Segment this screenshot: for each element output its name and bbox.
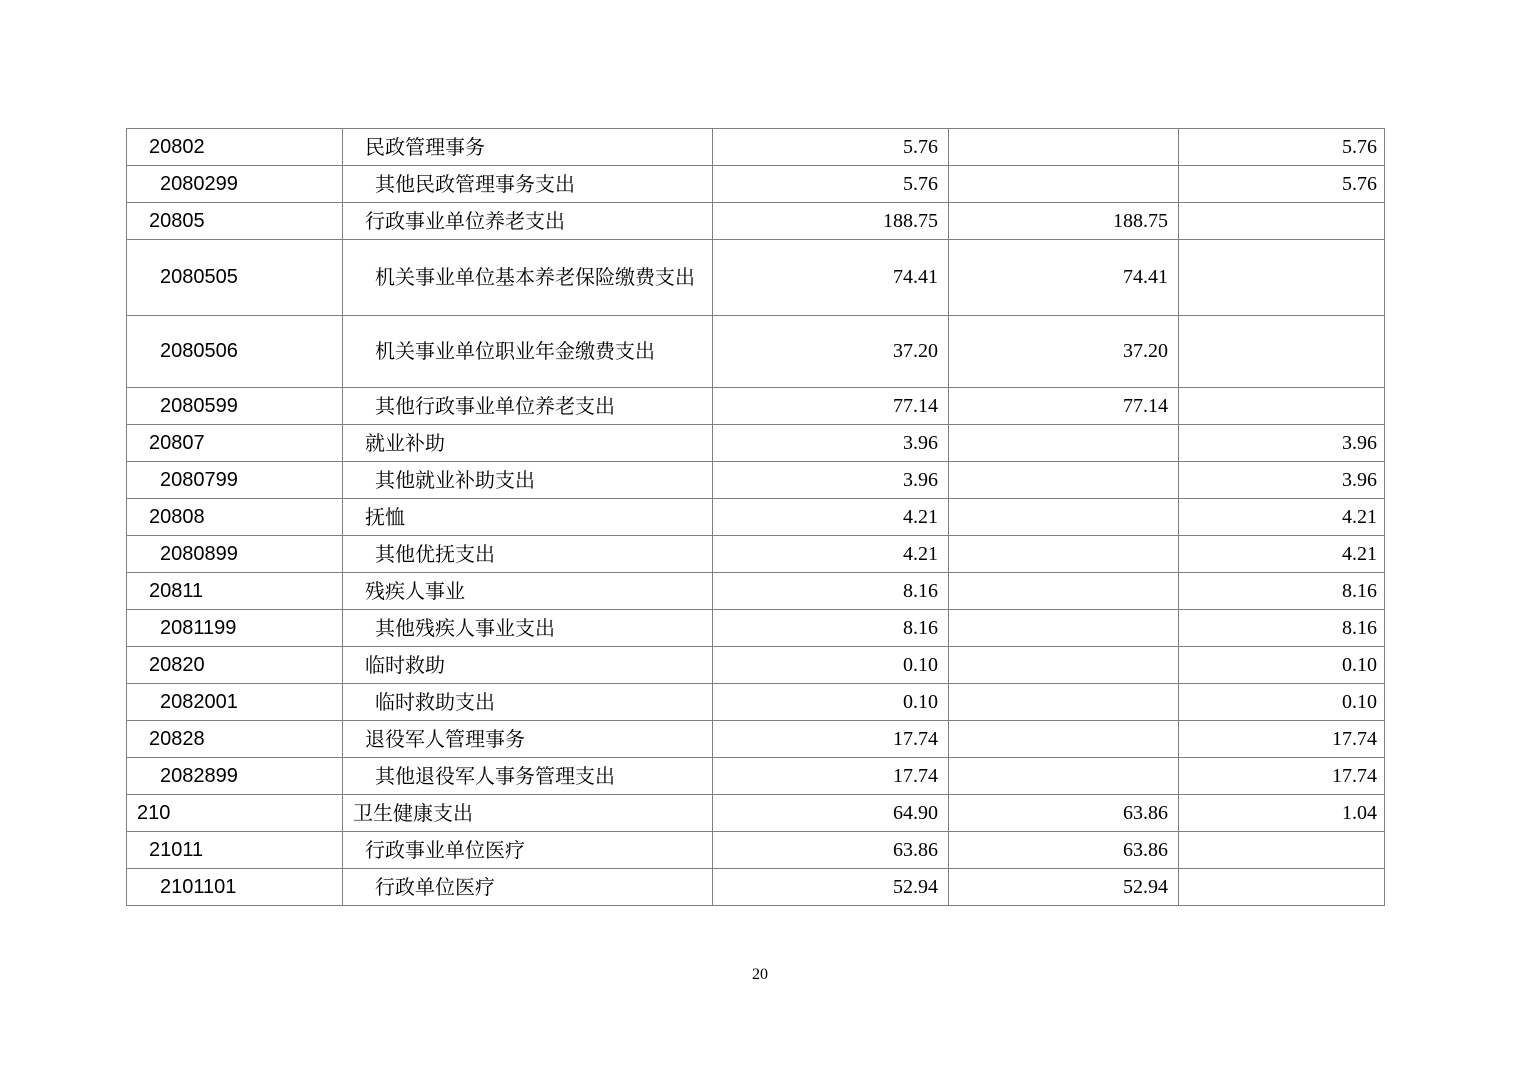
row-total: 3.96 [713,462,949,499]
row-code: 20802 [127,129,343,166]
table-row [127,795,1385,832]
table-row [127,758,1385,795]
table-row [127,499,1385,536]
row-name: 其他退役军人事务管理支出 [343,758,713,795]
row-project: 1.04 [1179,795,1385,832]
row-project: 5.76 [1179,166,1385,203]
row-basic [949,721,1179,758]
row-basic [949,758,1179,795]
row-project [1179,869,1385,906]
row-name: 机关事业单位职业年金缴费支出 [343,316,713,388]
table-row [127,166,1385,203]
row-project [1179,388,1385,425]
row-name: 其他行政事业单位养老支出 [343,388,713,425]
row-total: 0.10 [713,684,949,721]
row-name: 抚恤 [343,499,713,536]
row-code: 2080506 [127,316,343,388]
row-name: 其他优抚支出 [343,536,713,573]
page-number: 20 [752,966,768,983]
row-project: 3.96 [1179,462,1385,499]
row-basic [949,425,1179,462]
row-basic [949,129,1179,166]
row-total: 74.41 [713,240,949,316]
row-name: 退役军人管理事务 [343,721,713,758]
row-total: 5.76 [713,166,949,203]
row-name: 行政事业单位医疗 [343,832,713,869]
row-code: 20811 [127,573,343,610]
row-name: 临时救助支出 [343,684,713,721]
row-basic: 74.41 [949,240,1179,316]
row-project: 17.74 [1179,758,1385,795]
row-project: 0.10 [1179,647,1385,684]
row-total: 63.86 [713,832,949,869]
row-code: 2080899 [127,536,343,573]
row-total: 77.14 [713,388,949,425]
row-basic [949,684,1179,721]
row-project [1179,203,1385,240]
row-project: 8.16 [1179,573,1385,610]
row-total: 0.10 [713,647,949,684]
row-code: 20828 [127,721,343,758]
table-row [127,388,1385,425]
row-name: 其他民政管理事务支出 [343,166,713,203]
row-total: 37.20 [713,316,949,388]
row-code: 2080299 [127,166,343,203]
row-basic [949,499,1179,536]
row-total: 3.96 [713,425,949,462]
row-code: 20820 [127,647,343,684]
row-code: 2080799 [127,462,343,499]
row-basic: 37.20 [949,316,1179,388]
row-code: 20808 [127,499,343,536]
table-row [127,832,1385,869]
row-name: 民政管理事务 [343,129,713,166]
row-name: 卫生健康支出 [343,795,713,832]
row-basic [949,647,1179,684]
row-name: 残疾人事业 [343,573,713,610]
row-total: 64.90 [713,795,949,832]
row-basic [949,536,1179,573]
table-row [127,129,1385,166]
table-row [127,425,1385,462]
row-name: 机关事业单位基本养老保险缴费支出 [343,240,713,316]
row-project: 4.21 [1179,536,1385,573]
row-total: 17.74 [713,758,949,795]
row-total: 5.76 [713,129,949,166]
row-project: 0.10 [1179,684,1385,721]
row-code: 2101101 [127,869,343,906]
row-project: 17.74 [1179,721,1385,758]
row-total: 188.75 [713,203,949,240]
row-project: 8.16 [1179,610,1385,647]
row-name: 行政事业单位养老支出 [343,203,713,240]
row-code: 2081199 [127,610,343,647]
table-row [127,610,1385,647]
table-row [127,316,1385,388]
row-project [1179,240,1385,316]
row-total: 8.16 [713,610,949,647]
row-project: 3.96 [1179,425,1385,462]
row-code: 2080599 [127,388,343,425]
row-code: 2080505 [127,240,343,316]
table-row [127,721,1385,758]
table-row [127,869,1385,906]
row-code: 21011 [127,832,343,869]
table-row [127,203,1385,240]
row-basic [949,166,1179,203]
row-total: 8.16 [713,573,949,610]
row-project: 5.76 [1179,129,1385,166]
table-row [127,684,1385,721]
row-code: 20805 [127,203,343,240]
row-code: 210 [127,795,343,832]
row-project: 4.21 [1179,499,1385,536]
row-project [1179,832,1385,869]
row-code: 2082899 [127,758,343,795]
table-row [127,536,1385,573]
row-total: 52.94 [713,869,949,906]
row-name: 临时救助 [343,647,713,684]
table-row [127,462,1385,499]
table-row [127,647,1385,684]
row-basic: 52.94 [949,869,1179,906]
table-row [127,573,1385,610]
row-name: 就业补助 [343,425,713,462]
row-name: 其他残疾人事业支出 [343,610,713,647]
row-basic [949,610,1179,647]
row-code: 2082001 [127,684,343,721]
row-basic [949,573,1179,610]
row-total: 4.21 [713,499,949,536]
row-code: 20807 [127,425,343,462]
row-project [1179,316,1385,388]
row-total: 4.21 [713,536,949,573]
row-basic: 63.86 [949,795,1179,832]
budget-table [126,128,1385,906]
row-basic: 77.14 [949,388,1179,425]
table-row [127,240,1385,316]
row-name: 其他就业补助支出 [343,462,713,499]
row-total: 17.74 [713,721,949,758]
row-basic: 188.75 [949,203,1179,240]
row-name: 行政单位医疗 [343,869,713,906]
row-basic: 63.86 [949,832,1179,869]
row-basic [949,462,1179,499]
